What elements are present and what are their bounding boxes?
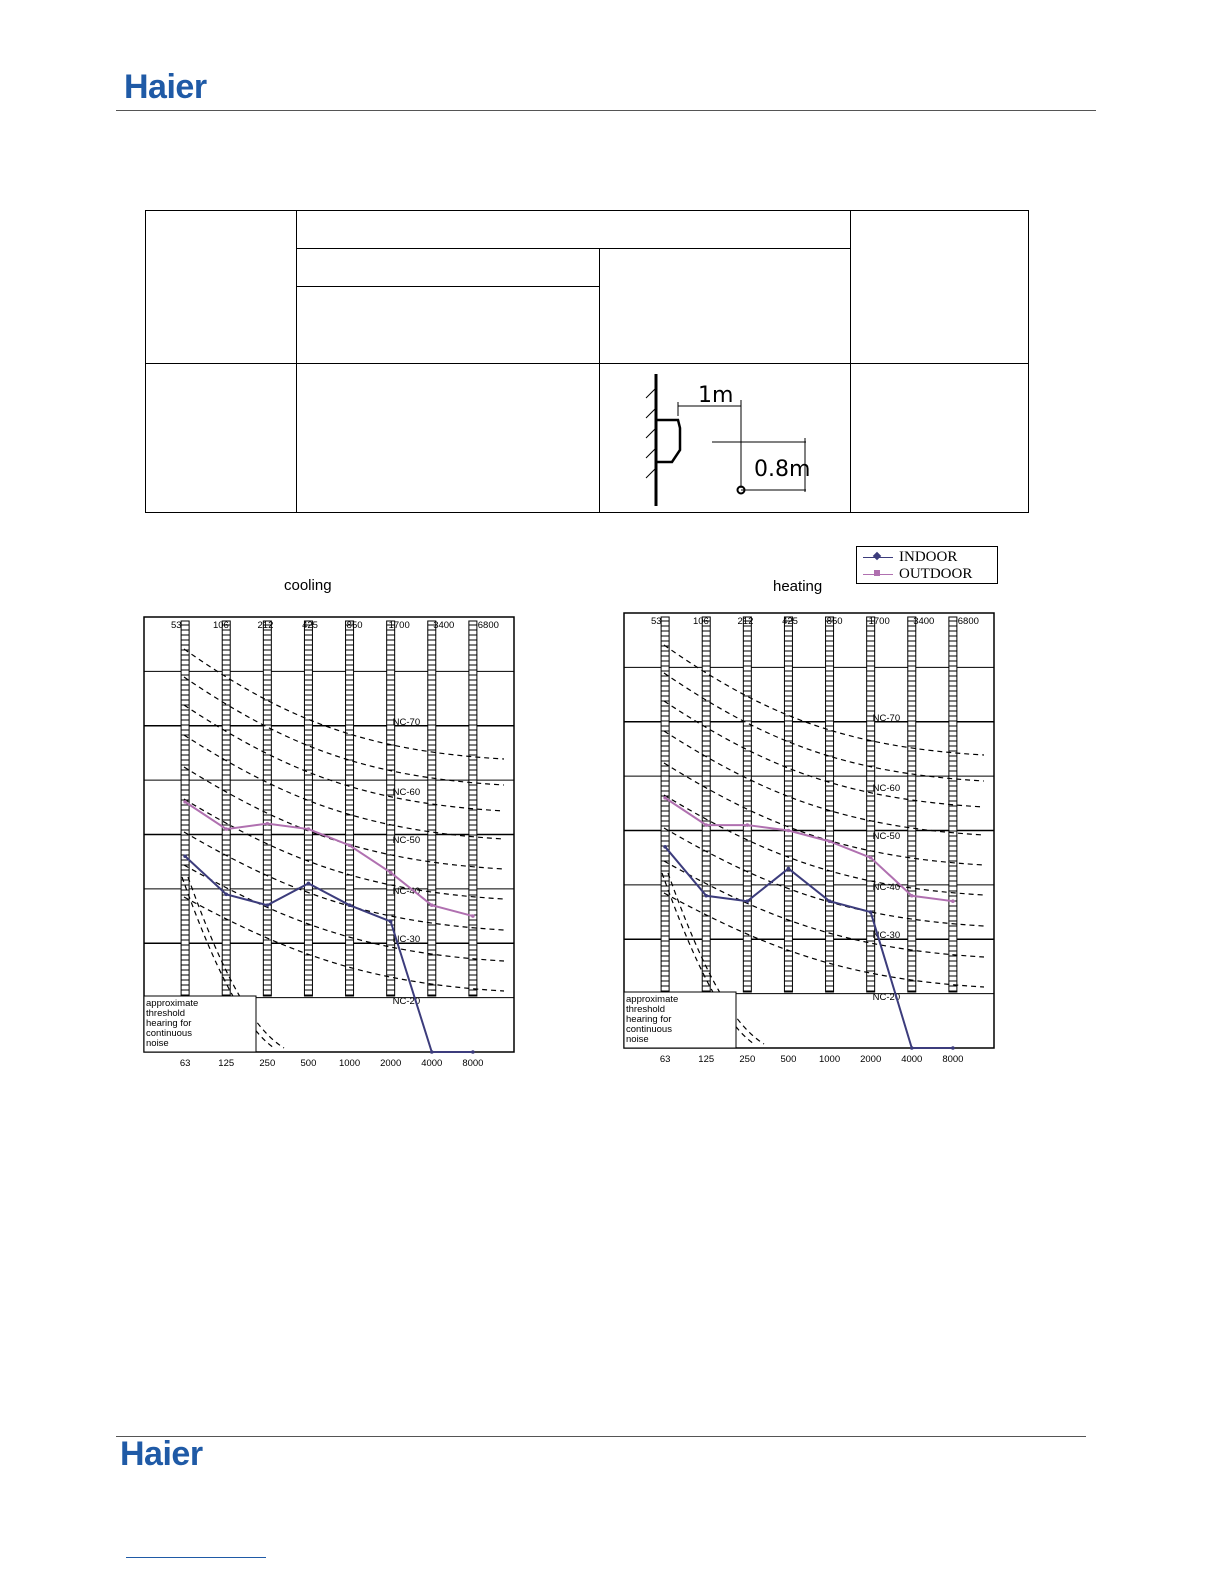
legend-indoor-label: INDOOR bbox=[899, 548, 958, 565]
data-point-outdoor bbox=[869, 856, 873, 860]
x-tick-label: 500 bbox=[780, 1054, 797, 1065]
x-tick-label: 2000 bbox=[380, 1058, 402, 1069]
spec-table bbox=[145, 210, 1029, 513]
ladder-column bbox=[908, 617, 916, 992]
haier-logo: Haier bbox=[124, 68, 207, 106]
nc-curve bbox=[184, 799, 504, 899]
table-cell-outdoor bbox=[600, 249, 851, 364]
data-point-indoor bbox=[348, 903, 352, 907]
header-divider bbox=[116, 110, 1096, 111]
data-point-outdoor bbox=[348, 844, 352, 848]
footer-underline bbox=[126, 1557, 266, 1558]
data-point-indoor bbox=[746, 899, 750, 903]
x-tick-label: 250 bbox=[259, 1058, 276, 1069]
chart-title-heating: heating bbox=[773, 578, 823, 595]
table-cell-indoor-sub bbox=[296, 287, 600, 364]
data-point-outdoor bbox=[704, 823, 708, 827]
distance-label-horizontal: 1m bbox=[698, 383, 734, 408]
data-point-indoor bbox=[951, 1046, 955, 1050]
data-point-outdoor bbox=[951, 899, 955, 903]
table-cell-indoor-diagram bbox=[296, 364, 600, 513]
ladder-column bbox=[743, 617, 751, 992]
nc-curve bbox=[664, 731, 984, 835]
data-point-outdoor bbox=[389, 871, 393, 875]
nc-chart-heating bbox=[620, 608, 1000, 1068]
nc-label: NC-70 bbox=[392, 717, 421, 728]
data-point-indoor bbox=[471, 1050, 475, 1054]
x-tick-label: 8000 bbox=[942, 1054, 964, 1065]
nc-curve bbox=[184, 767, 504, 869]
data-point-indoor bbox=[430, 1050, 434, 1054]
nc-curve bbox=[664, 763, 984, 865]
top-tick-label: 6800 bbox=[957, 616, 979, 627]
nc-curve bbox=[664, 861, 984, 957]
data-point-indoor bbox=[828, 899, 832, 903]
threshold-note-line: noise bbox=[626, 1034, 649, 1045]
nc-label: NC-40 bbox=[392, 886, 421, 897]
data-point-outdoor bbox=[430, 903, 434, 907]
table-cell-indoor bbox=[296, 249, 600, 287]
ladder-column bbox=[702, 617, 710, 992]
square-marker-icon bbox=[874, 570, 880, 576]
measurement-position-diagram bbox=[600, 364, 850, 512]
ladder-column bbox=[826, 617, 834, 992]
diamond-marker-icon bbox=[873, 551, 881, 559]
data-point-outdoor bbox=[224, 827, 228, 831]
legend-indoor-swatch bbox=[863, 557, 893, 558]
ladder-column bbox=[263, 621, 271, 996]
ladder-column bbox=[346, 621, 354, 996]
threshold-note-line: continuous bbox=[146, 1028, 192, 1039]
nc-curve bbox=[184, 865, 504, 961]
top-tick-label: 1700 bbox=[868, 616, 890, 627]
top-tick-label: 6800 bbox=[477, 620, 499, 631]
nc-curve bbox=[664, 828, 984, 926]
haier-logo-footer: Haier bbox=[120, 1435, 203, 1473]
top-tick-label: 106 bbox=[212, 620, 229, 631]
data-point-indoor bbox=[910, 1046, 914, 1050]
table-cell-outdoor-diagram bbox=[600, 364, 851, 513]
threshold-note-line: threshold bbox=[146, 1008, 186, 1019]
data-point-indoor bbox=[663, 845, 667, 849]
top-tick-label: 212 bbox=[257, 620, 274, 631]
nc-label: NC-70 bbox=[872, 713, 901, 724]
data-point-outdoor bbox=[746, 823, 750, 827]
top-tick-label: 425 bbox=[782, 616, 798, 627]
ladder-column bbox=[428, 621, 436, 996]
x-tick-label: 8000 bbox=[462, 1058, 484, 1069]
data-point-outdoor bbox=[471, 914, 475, 918]
top-tick-label: 3400 bbox=[433, 620, 455, 631]
footer-divider bbox=[116, 1436, 1086, 1437]
legend-outdoor-swatch bbox=[863, 574, 893, 575]
x-tick-label: 500 bbox=[300, 1058, 317, 1069]
threshold-note-line: hearing for bbox=[146, 1018, 192, 1029]
nc-label: NC-50 bbox=[872, 831, 901, 842]
nc-curve bbox=[184, 677, 504, 785]
top-tick-label: 425 bbox=[302, 620, 318, 631]
x-tick-label: 63 bbox=[659, 1054, 671, 1065]
data-point-indoor bbox=[266, 903, 270, 907]
data-point-indoor bbox=[389, 920, 393, 924]
top-tick-label: 850 bbox=[346, 620, 363, 631]
nc-label: NC-60 bbox=[392, 787, 421, 798]
data-point-outdoor bbox=[828, 840, 832, 844]
table-cell-remark-row bbox=[851, 364, 1029, 513]
legend-item-outdoor bbox=[863, 566, 972, 582]
x-tick-label: 2000 bbox=[860, 1054, 882, 1065]
nc-curve bbox=[664, 673, 984, 781]
ladder-column bbox=[304, 621, 312, 996]
legend-outdoor-label: OUTDOOR bbox=[899, 565, 973, 582]
table-cell-header bbox=[296, 211, 851, 249]
nc-curve bbox=[184, 735, 504, 839]
table-cell-remark bbox=[851, 211, 1029, 364]
data-point-indoor bbox=[307, 882, 311, 886]
x-tick-label: 125 bbox=[218, 1058, 235, 1069]
nc-label: NC-30 bbox=[872, 930, 901, 941]
x-tick-label: 4000 bbox=[421, 1058, 443, 1069]
x-tick-label: 125 bbox=[698, 1054, 715, 1065]
chart-legend bbox=[856, 546, 998, 584]
threshold-note-line: approximate bbox=[146, 998, 199, 1009]
table-cell-test-label bbox=[146, 364, 297, 513]
x-tick-label: 250 bbox=[739, 1054, 756, 1065]
data-point-outdoor bbox=[183, 800, 187, 804]
nc-label: NC-20 bbox=[872, 992, 901, 1003]
threshold-note-line: hearing for bbox=[626, 1014, 672, 1025]
nc-label: NC-20 bbox=[392, 996, 421, 1007]
top-tick-label: 850 bbox=[826, 616, 843, 627]
legend-item-indoor bbox=[863, 549, 957, 565]
data-point-outdoor bbox=[787, 829, 791, 833]
data-point-outdoor bbox=[307, 827, 311, 831]
top-tick-label: 3400 bbox=[913, 616, 935, 627]
data-point-indoor bbox=[183, 854, 187, 858]
table-cell-model bbox=[146, 211, 297, 364]
x-tick-label: 4000 bbox=[901, 1054, 923, 1065]
ladder-column bbox=[222, 621, 230, 996]
data-point-outdoor bbox=[663, 796, 667, 800]
nc-curve bbox=[184, 832, 504, 930]
nc-chart-cooling bbox=[140, 612, 520, 1072]
nc-curve bbox=[664, 645, 984, 755]
data-point-indoor bbox=[787, 867, 791, 871]
top-tick-label: 212 bbox=[737, 616, 754, 627]
top-tick-label: 106 bbox=[692, 616, 709, 627]
chart-title-cooling: cooling bbox=[284, 577, 332, 594]
threshold-note-line: continuous bbox=[626, 1024, 672, 1035]
top-tick-label: 1700 bbox=[388, 620, 410, 631]
top-tick-label: 53 bbox=[651, 616, 662, 627]
nc-label: NC-30 bbox=[392, 934, 421, 945]
threshold-note-line: threshold bbox=[626, 1004, 666, 1015]
threshold-note-line: noise bbox=[146, 1038, 169, 1049]
data-point-indoor bbox=[704, 894, 708, 898]
ladder-column bbox=[784, 617, 792, 992]
data-point-indoor bbox=[869, 910, 873, 914]
nc-curve bbox=[664, 795, 984, 895]
data-point-indoor bbox=[224, 893, 228, 897]
nc-curve bbox=[184, 649, 504, 759]
data-point-outdoor bbox=[266, 822, 270, 826]
distance-label-vertical: 0.8m bbox=[754, 457, 811, 482]
x-tick-label: 1000 bbox=[818, 1054, 841, 1065]
threshold-note-line: approximate bbox=[626, 994, 679, 1005]
nc-label: NC-40 bbox=[872, 882, 901, 893]
top-tick-label: 53 bbox=[171, 620, 182, 631]
x-tick-label: 63 bbox=[179, 1058, 191, 1069]
x-tick-label: 1000 bbox=[338, 1058, 361, 1069]
nc-label: NC-60 bbox=[872, 783, 901, 794]
data-point-outdoor bbox=[910, 894, 914, 898]
nc-label: NC-50 bbox=[392, 835, 421, 846]
